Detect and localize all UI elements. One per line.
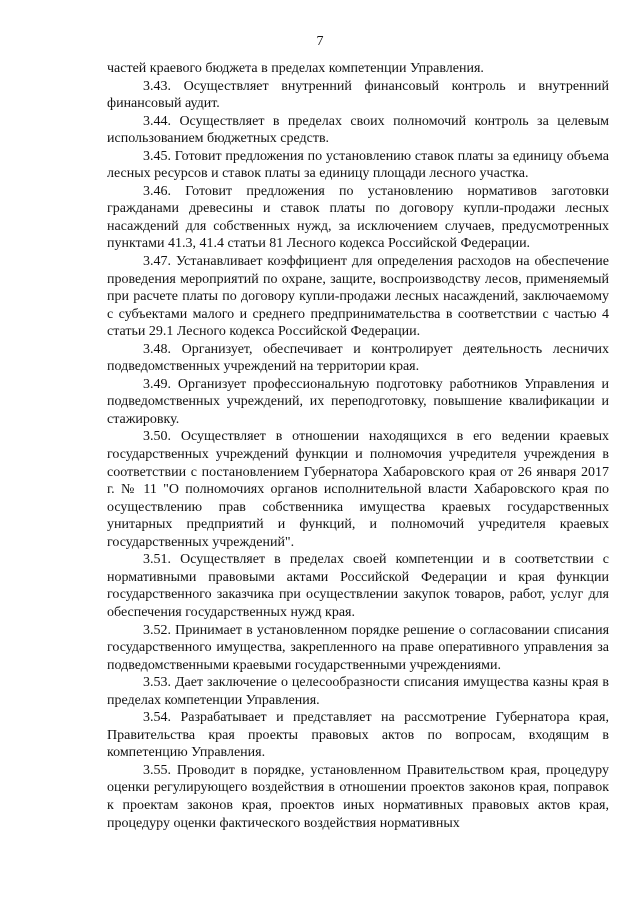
paragraph-text: Разрабатывает и представляет на рассмотрение Губернатора края, Правительства края проекты правовых актов по вопросам, входящим в компетенцию Управления. [107, 710, 609, 761]
paragraph-number: 3.55. [143, 762, 171, 778]
paragraph-text: Осуществляет внутренний финансовый контроль и внутренний финансовый аудит. [107, 78, 609, 112]
paragraph-text: Устанавливает коэффициент для определения расходов на обеспечение проведения мероприятий по охране, защите, воспроизводству лесов, применяемый при расчете платы по договору купли-продажи лесных насаждений, заключаемому с субъектами малого и среднего предпринимательства в соответствии с частью 4 статьи 29.1 Лесного кодекса Российской Федерации. [107, 254, 610, 340]
paragraph-number: 3.48. [143, 341, 171, 357]
paragraph-3-53 [107, 674, 609, 709]
page-number: 7 [316, 34, 324, 49]
paragraph-number: 3.47. [143, 254, 171, 270]
paragraph-3-49 [107, 376, 609, 429]
paragraph-number: 3.44. [143, 113, 171, 129]
paragraph-number: 3.53. [143, 675, 171, 691]
paragraph-text: Готовит предложения по установлению нормативов заготовки гражданами древесины и ставок платы по договору купли-продажи лесных насаждений для собственных нужд, за исключением случаев, предусмотренных пунктами 41.3, 41.4 статьи 81 Лесного кодекса Российской Федерации. [107, 183, 610, 252]
paragraph-number: 3.43. [143, 78, 171, 94]
paragraph-number: 3.54. [143, 710, 171, 726]
paragraph-3-44 [107, 113, 609, 148]
paragraph-3-51 [107, 551, 609, 621]
paragraph-3-52 [107, 622, 609, 675]
paragraph-3-43 [107, 78, 609, 113]
paragraph-text: Проводит в порядке, установленном Правительством края, процедуру оценки регулирующего воздействия в отношении проектов законов края, поправок к проектам законов края, проектов иных нормативных правовых актов края, процедуру оценки фактического воздействия нормативных [107, 762, 609, 831]
paragraph-text: частей краевого бюджета в пределах компетенции Управления. [107, 61, 484, 76]
paragraph-3-50 [107, 428, 609, 551]
paragraph-3-54 [107, 709, 609, 762]
paragraph-text: Осуществляет в отношении находящихся в его ведении краевых государственных учреждений функции и полномочия учредителя учреждения в соответствии с постановлением Губернатора Хабаровского края от 26 января 2017 г. № 11 "О полномочиях органов исполнительной власти Хабаровского края по осуществлению прав собственника имущества краевых государственных унитарных предприятий и функций, и полномочий учредителя краевых государственных учреждений". [107, 429, 610, 550]
paragraph-text: Осуществляет в пределах своих полномочий контроль за целевым использованием бюджетных средств. [107, 113, 610, 147]
paragraph-number: 3.45. [143, 148, 171, 164]
paragraph-text: Организует профессиональную подготовку работников Управления и подведомственных учреждений, их переподготовку, повышение квалификации и стажировку. [107, 376, 610, 427]
paragraph-text: Организует, обеспечивает и контролирует деятельность лесничих подведомственных учреждений на территории края. [107, 341, 610, 375]
paragraph-text: Готовит предложения по установлению ставок платы за единицу объема лесных ресурсов и ставок платы за единицу площади лесного участка. [107, 148, 609, 182]
paragraph-text: Принимает в установленном порядке решение о согласовании списания государственного имущества, закрепленного на праве оперативного управления за подведомственными краевыми государственными учреждениями. [107, 622, 610, 673]
paragraph-number: 3.51. [143, 552, 171, 568]
paragraph-number: 3.50. [143, 429, 171, 445]
paragraph-3-45 [107, 148, 609, 183]
paragraph-text: Дает заключение о целесообразности списания имущества казны края в пределах компетенции Управления. [107, 675, 609, 708]
paragraph-3-55 [107, 762, 609, 832]
paragraph-number: 3.52. [143, 622, 171, 638]
body-text [107, 60, 609, 832]
paragraph-number: 3.49. [143, 376, 171, 392]
paragraph-number: 3.46. [143, 183, 171, 199]
paragraph-3-48 [107, 341, 609, 376]
paragraph-3-47 [107, 253, 609, 341]
paragraph-text: Осуществляет в пределах своей компетенции и в соответствии с нормативными правовыми актами Российской Федерации и края функции государственного заказчика при осуществлении закупок товаров, работ, услуг для обеспечения государственных нужд края. [107, 552, 610, 620]
paragraph-continuation [107, 60, 609, 78]
paragraph-3-46 [107, 183, 609, 253]
